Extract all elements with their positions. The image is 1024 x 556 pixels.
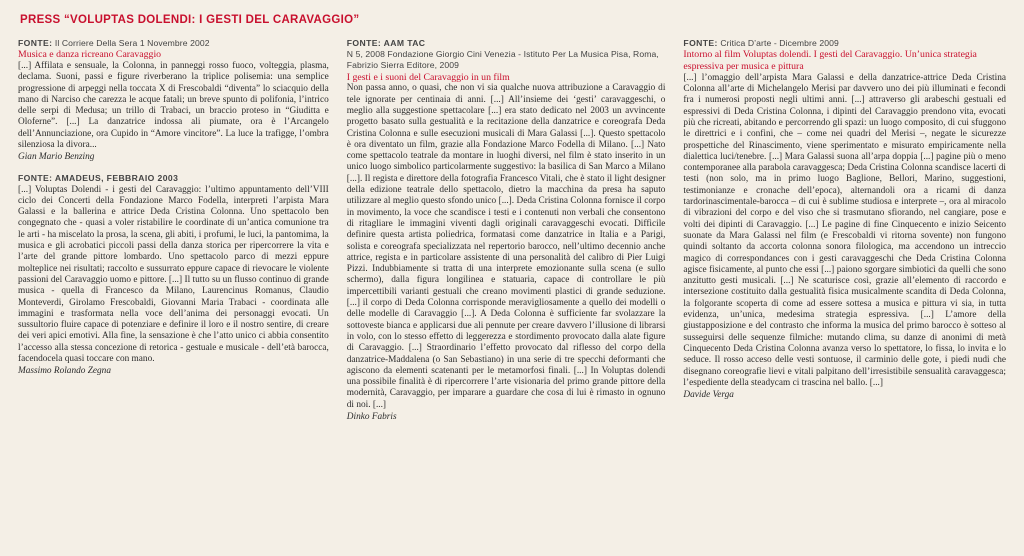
article-title: I gesti e i suoni del Caravaggio in un film (346, 71, 510, 83)
source-label: FONTE: (683, 38, 718, 48)
source-label: FONTE: AMADEUS, FEBBRAIO 2003 (18, 173, 179, 184)
source-text: Critica D’arte - Dicembre 2009 (720, 38, 839, 48)
article-aam-tac (347, 38, 666, 423)
article-source (683, 38, 1006, 49)
article-source (18, 38, 329, 49)
source-text: N 5, 2008 Fondazione Giorgio Cini Venezia - Istituto Per La Musica Pisa, Roma, Fabrizio Sierra Editore, 2009 (346, 49, 659, 71)
article-columns (18, 38, 1006, 433)
article-corriere (18, 38, 329, 163)
article-author: Davide Verga (683, 390, 734, 401)
article-body: [...] l’omaggio dell’arpista Mara Galassi e della danzatrice-attrice Deda Cristina Colonna all’arte di Michelangelo Merisi par davvero uno dei più illuminati e fecondi fra i numerosi proposti negli ultimi anni. [...] attraverso gli arabeschi gestuali ed espressivi di Deda Cristina Colonna, i dipinti del Caravaggio prendono vita, evocati più che ricreati, abitando e percorrendo gli spazi: un luogo composito, di cui sfuggono le direttrici e i confini, che – come nei quadri del Merisi –, negate le sicurezze prospettiche del Rinascimento, viene sperimentato e misurato empiricamente nella dialettica luci/tenebre. [...] Mara Galassi suona all’arpa doppia [...] pagine più o meno contemporanee alla parabola caravaggesca; Deda Cristina Colonna scandisce lacerti di testi (non solo, ma in primo luogo Baglione, Bellori, Marino, suggestioni, testimonianze e cronache dell’epoca), alternandoli ora a ricami di danza tardorinascimentale-barocca – di cui è sublime studiosa e interprete –, ora al miracolo di vibrazioni del corpo e del viso che si trasmutano sfiorando, nel cangiare, pose e volti dei dipinti di Caravaggio. [...] Le pagine di fine Cinquecento e inizio Seicento suonate da Mara Galassi nel film (e Frescobaldi vi ritorna sovente) non fungono quindi soltanto da accorta colonna sonora filologica, ma accendono un intreccio magico di correspondances con i gesti caravaggeschi che Deda Cristina Colonna agisce fisicamente, al punto che essi [...] paiono sgorgare simbioticì da quelli che sono anzitutto gesti musicali. [...] Ne scaturisce così, grazie all’elemento di raccordo e intersezione costituito dalla gestualità fisica musicalmente scandita di Deda Colonna, la folgorante scoperta di come ad essere sottesa a musica e pittura vi sia, in tutta evidenza, un’unica, medesima strategia espressiva. [...] L’amore della giustapposizione e del contrasto che informa la musica del primo barocco è sotteso al susseguirsi delle sequenze filmiche: mutando clima, su danze di anonimi di metà Cinquecento Deda Cristina Colonna avanza verso lo spettatore, lo fissa, lo invita e lo seduce. Il rosso acceso delle vesti sontuose, il carminio delle gote, i piedi nudi che disegnano coreografie lievi e vitali palpitano dell’irresistibile sensualità caravaggesca; l’espediente della steadycam ci trascina nel ballo. [...] (683, 72, 1006, 388)
source-label: FONTE: (18, 38, 53, 48)
article-body: [...] Affilata e sensuale, la Colonna, in panneggi rosso fuoco, volteggia, plasma, declama. Suoni, passi e figure riverberano la triplice polisemia: una semplice progressione di arpeggi nella toccata X di Frescobaldi “diventa” lo sciacquio della mano di Narciso che carezza le acque fatali; un breve spunto di polifonia, l’intrico delle serpi di Medusa; un trillo di Trabaci, un braccio proteso in “Giuditta e Oloferne”. [...] La danzatrice indossa ali piumate, ora è l’Arcangelo dell’Annunciazione, ora Cupido in “Amore vincitore”. La luce la trafigge, l’ombra silenziosa la divora... (18, 61, 329, 151)
article-source (18, 173, 329, 184)
source-label: FONTE: AAM TAC (346, 38, 426, 48)
page-header: PRESS “VOLUPTAS DOLENDI: I GESTI DEL CARAVAGGIO” (20, 14, 360, 26)
article-author: Massimo Rolando Zegna (18, 366, 111, 377)
article-critica-darte (683, 38, 1006, 401)
article-author: Gian Mario Benzing (18, 152, 95, 163)
article-body: [...] Voluptas Dolendi - i gesti del Caravaggio: l’ultimo appuntamento dell’VIII ciclo dei Concerti della Fondazione Marco Fodella, interpreti l’arpista Mara Galassi e la ballerina e attrice Deda Cristina Colonna. Uno spettacolo ben congegnato che - quasi a voler ristabilire le coordinate di un’antica comunione tra le arti - ha miscelato la prosa, la scena, gli abiti, i profumi, le luci, la pantomima, la musica e gli acrobatici piccoli passi della danza storica per ripercorrere la vita e l’arte del grande pittore lombardo. Uno spettacolo parco di mezzi eppure molteplice nei risultati; raccolto e sussurrato eppure capace di rievocare le violente passioni del Caravaggio uomo e pittore. [...] Il tutto su un flusso continuo di grande musica - quella di Francesco da Milano, Laurencinus Romanus, Claudio Monteverdi, Girolamo Frescobaldi, Giovanni Maria Trabaci - coordinata alle immagini e trasformata nella voce dell’anima dei personaggi evocati. Un sussultorio fluire capace di potenziare e definire il loro e il nostro sentire, di creare dei veri apici emotivi. Alla fine, la sensazione è che l’atto unico ci abbia consentito l’accesso alla stessa concezione di retorica - gestuale e musicale - dell’età barocca, facendocela quasi toccare con mano. (18, 184, 329, 365)
article-source (347, 38, 666, 49)
column-3 (683, 38, 1006, 433)
article-title: Musica e danza ricreano Caravaggio (18, 49, 162, 61)
article-amadeus (18, 173, 329, 377)
article-body: Non passa anno, o quasi, che non vi sia qualche nuova attribuzione a Caravaggio di tele ignorate per centinaia di anni. [...] All’insieme dei ‘gesti’ caravaggeschi, o meglio alla suggestione spettacolare [...] era stato dedicato nel 2003 un avvincente progetto basato sulla gestualità e la recitazione della danzatrice e coreografa Deda Cristina Colonna e sulle esecuzioni musicali di Mara Galassi [...]. Questo spettacolo è ora diventato un film, grazie alla Fondazione Marco Fodella di Milano. [...] Nato come spettacolo teatrale da montare in luoghi diversi, nel film è stato inserito in un unico luogo simbolico particolarmente suggestivo: la basilica di San Marco a Milano [...]. Il regista e direttore della fotografia Francesco Vitali, che è stato il light designer della edizione teatrale dello spettacolo, dietro la macchina da presa ha saputo utilizzare al meglio questo sfondo unico [...]. Deda Cristina Colonna fornisce il corpo in movimento, la voce che scandisce i testi e i contenuti non verbali che consentono di ritagliare le immagini viventi dagli originali caravaggeschi evocati. Difficile definire questa artista poliedrica, formatasi come danzatrice in Italia e a Parigi, solista e coreografa specializzata nel repertorio barocco, nell’ultimo decennio anche attrice, regista e in particolare assistente di una personalità del calibro di Pier Luigi Pizzi. Indubbiamente si tratta di una interprete emozionante sulla scena (e sullo schermo), dalla figura longilinea e statuaria, capace di controllare le più impercettibili varianti gestuali che creano movimenti plastici di grande seduzione. [...] il corpo di Deda Colonna corrisponde meravigliosamente a quello dei modelli o delle modelle di Caravaggio [...]. A Deda Colonna è sufficiente far svolazzare la sottoveste bianca e applicarsi due ali pennute per creare davvero l’illusione di librarsi in volo, con lo stesso effetto di leggerezza e stordimento provocato dalla alate figure di Caravaggio. [...] Straordinario l’effetto provocato dal riflesso del corpo della danzatrice-Maddalena (o San Sebastiano) in una serie di tre specchi deformanti che agiscono da elementi scatenanti per le metamorfosi finali. [...] In Voluptas dolendi una possibile finalità è di ripercorrere l’arte visionaria del primo grande pittore della modernità, Caravaggio, per imparare a guardare che cosa di lui è rimasto in ognuno di noi. [...] (346, 83, 666, 410)
article-title: Intorno al film Voluptas dolendi. I gesti del Caravaggio. Un’unica strategia espressiva per musica e pittura (683, 49, 977, 72)
article-author: Dinko Fabris (346, 412, 397, 423)
source-text: Il Corriere Della Sera 1 Novembre 2002 (54, 38, 210, 48)
column-1 (18, 38, 329, 433)
column-2 (347, 38, 666, 433)
